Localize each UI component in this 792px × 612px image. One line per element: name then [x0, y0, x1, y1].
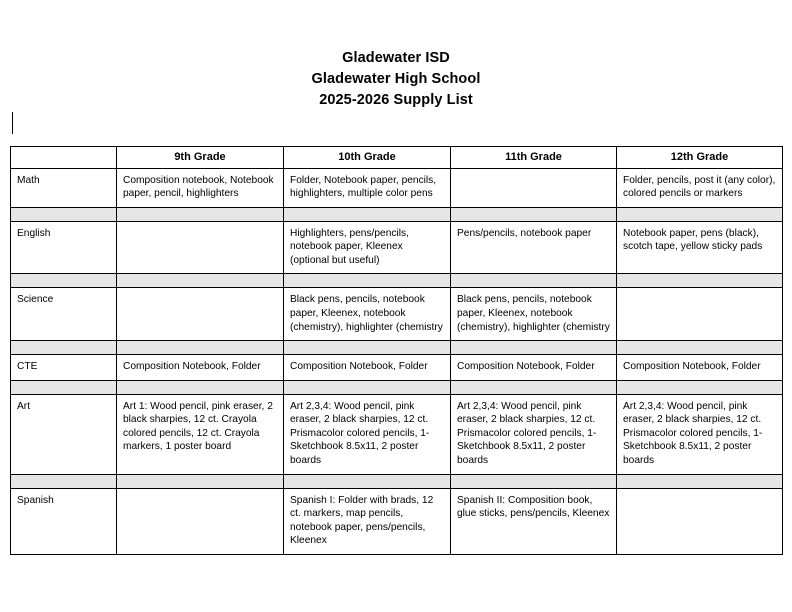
spacer-cell [284, 274, 451, 288]
cell-science-10th: Black pens, pencils, notebook paper, Kleenex, notebook (chemistry), highlighter (chemistry [284, 288, 451, 341]
table-spacer-row [11, 380, 783, 394]
title-line-district: Gladewater ISD [342, 50, 450, 66]
spacer-cell [11, 341, 117, 355]
cell-art-9th: Art 1: Wood pencil, pink eraser, 2 black sharpies, 12 ct. Crayola colored pencils, 12 ct. Crayola markers, 1 poster board [117, 394, 284, 474]
spacer-cell [117, 274, 284, 288]
spacer-cell [451, 341, 617, 355]
table-row [11, 288, 783, 341]
cell-cte-11th: Composition Notebook, Folder [451, 355, 617, 381]
cell-spanish-10th: Spanish I: Folder with brads, 12 ct. markers, map pencils, notebook paper, pens/pencils, Kleenex [284, 488, 451, 554]
cell-english-9th [117, 221, 284, 274]
supply-list-table-container [10, 146, 782, 555]
spacer-cell [617, 474, 783, 488]
cell-art-10th: Art 2,3,4: Wood pencil, pink eraser, 2 black sharpies, 12 ct. Prismacolor colored pencils, 1-Sketchbook 8.5x11, 2 poster boards [284, 394, 451, 474]
spacer-cell [117, 474, 284, 488]
spacer-cell [617, 380, 783, 394]
cell-math-12th: Folder, pencils, post it (any color), colored pencils or markers [617, 168, 783, 207]
subject-label-science: Science [11, 288, 117, 341]
cell-spanish-11th: Spanish II: Composition book, glue sticks, pens/pencils, Kleenex [451, 488, 617, 554]
table-row [11, 488, 783, 554]
cell-cte-12th: Composition Notebook, Folder [617, 355, 783, 381]
spacer-cell [284, 207, 451, 221]
spacer-cell [451, 380, 617, 394]
spacer-cell [284, 380, 451, 394]
spacer-cell [117, 341, 284, 355]
cell-spanish-9th [117, 488, 284, 554]
cell-math-11th [451, 168, 617, 207]
spacer-cell [117, 380, 284, 394]
column-header-10th: 10th Grade [284, 147, 451, 169]
title-line-school: Gladewater High School [311, 71, 481, 88]
title-line-year: 2025-2026 Supply List [319, 92, 473, 109]
column-header-12th: 12th Grade [617, 147, 783, 169]
cell-math-9th: Composition notebook, Notebook paper, pencil, highlighters [117, 168, 284, 207]
table-spacer-row [11, 341, 783, 355]
cell-science-9th [117, 288, 284, 341]
supply-list-table [10, 146, 783, 555]
table-body [11, 168, 783, 554]
spacer-cell [617, 274, 783, 288]
table-spacer-row [11, 274, 783, 288]
cell-science-12th [617, 288, 783, 341]
spacer-cell [451, 474, 617, 488]
table-row [11, 394, 783, 474]
spacer-cell [11, 474, 117, 488]
column-header-11th: 11th Grade [451, 147, 617, 169]
spacer-cell [617, 341, 783, 355]
spacer-cell [451, 274, 617, 288]
spacer-cell [11, 207, 117, 221]
spacer-cell [117, 207, 284, 221]
table-spacer-row [11, 207, 783, 221]
cell-spanish-12th [617, 488, 783, 554]
spacer-cell [451, 207, 617, 221]
subject-label-cte: CTE [11, 355, 117, 381]
column-header-9th: 9th Grade [117, 147, 284, 169]
spacer-cell [11, 274, 117, 288]
cell-math-10th: Folder, Notebook paper, pencils, highlighters, multiple color pens [284, 168, 451, 207]
cell-english-12th: Notebook paper, pens (black), scotch tape, yellow sticky pads [617, 221, 783, 274]
cell-art-12th: Art 2,3,4: Wood pencil, pink eraser, 2 black sharpies, 12 ct. Prismacolor colored pencils, 1-Sketchbook 8.5x11, 2 poster boards [617, 394, 783, 474]
spacer-cell [11, 380, 117, 394]
cell-english-11th: Pens/pencils, notebook paper [451, 221, 617, 274]
table-spacer-row [11, 474, 783, 488]
cell-cte-9th: Composition Notebook, Folder [117, 355, 284, 381]
spacer-cell [284, 474, 451, 488]
cell-english-10th: Highlighters, pens/pencils, notebook paper, Kleenex (optional but useful) [284, 221, 451, 274]
subject-label-spanish: Spanish [11, 488, 117, 554]
table-row [11, 168, 783, 207]
spacer-cell [284, 341, 451, 355]
spacer-cell [617, 207, 783, 221]
cell-cte-10th: Composition Notebook, Folder [284, 355, 451, 381]
document-title [0, 0, 792, 111]
cell-science-11th: Black pens, pencils, notebook paper, Kleenex, notebook (chemistry), highlighter (chemistry [451, 288, 617, 341]
table-header-row [11, 147, 783, 169]
table-row [11, 355, 783, 381]
subject-label-math: Math [11, 168, 117, 207]
cell-art-11th: Art 2,3,4: Wood pencil, pink eraser, 2 black sharpies, 12 ct. Prismacolor colored pencils, 1-Sketchbook 8.5x11, 2 poster boards [451, 394, 617, 474]
subject-label-art: Art [11, 394, 117, 474]
table-row [11, 221, 783, 274]
text-cursor [12, 112, 13, 134]
subject-label-english: English [11, 221, 117, 274]
table-corner-cell [11, 147, 117, 169]
